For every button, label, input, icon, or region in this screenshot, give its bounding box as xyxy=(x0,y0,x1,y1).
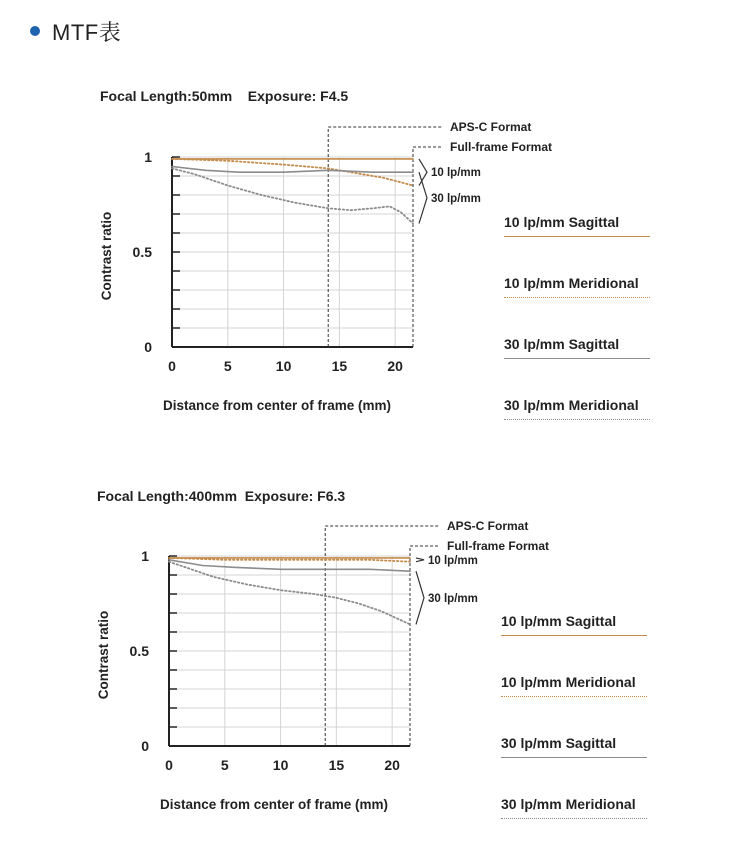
x-tick-label: 15 xyxy=(328,757,345,773)
aps-c-marker-label: APS-C Format xyxy=(450,120,532,134)
bracket-30lp-icon xyxy=(416,571,424,624)
mtf-chart-focal-400mm xyxy=(0,399,750,812)
annotation-30lp: 30 lp/mm xyxy=(431,192,481,205)
y-tick-label: 0 xyxy=(144,339,152,355)
y-axis-label: Contrast ratio xyxy=(99,211,114,301)
y-tick-label: 0.5 xyxy=(129,643,149,659)
legend-item-10lp-sagittal xyxy=(501,613,647,637)
legend-label: 30 lp/mm Sagittal xyxy=(504,336,620,352)
chart-title: Focal Length:50mm Exposure: F4.5 xyxy=(100,88,349,104)
legend-item-10lp-meridional xyxy=(504,275,650,299)
series-line-2 xyxy=(172,167,413,173)
bracket-10lp-icon xyxy=(419,159,427,186)
bracket-10lp-icon xyxy=(416,558,424,562)
legend-label: 30 lp/mm Meridional xyxy=(501,796,636,812)
x-tick-label: 20 xyxy=(384,757,400,773)
y-tick-label: 1 xyxy=(141,548,149,564)
legend-item-30lp-sagittal xyxy=(501,735,647,759)
x-tick-label: 5 xyxy=(223,358,232,374)
legend-item-10lp-meridional xyxy=(501,674,647,698)
x-tick-label: 0 xyxy=(168,358,176,374)
legend-label: 10 lp/mm Meridional xyxy=(501,674,636,690)
legend-item-30lp-meridional xyxy=(501,796,647,820)
x-tick-label: 0 xyxy=(165,757,173,773)
legend-item-10lp-sagittal xyxy=(504,214,650,238)
legend-label: 30 lp/mm Sagittal xyxy=(501,735,617,751)
legend-label: 30 lp/mm Meridional xyxy=(504,397,639,413)
chart-title: Focal Length:400mm Exposure: F6.3 xyxy=(97,488,346,504)
full-frame-marker-line xyxy=(410,546,440,746)
annotation-30lp: 30 lp/mm xyxy=(428,592,478,605)
legend-swatch xyxy=(501,818,647,819)
x-tick-label: 10 xyxy=(275,358,292,374)
y-tick-label: 1 xyxy=(144,149,152,165)
legend-swatch xyxy=(504,297,650,298)
aps-c-marker-label: APS-C Format xyxy=(447,519,529,533)
series-line-3 xyxy=(169,562,410,625)
y-tick-label: 0 xyxy=(141,738,149,754)
x-tick-label: 10 xyxy=(272,757,289,773)
aps-c-marker-line xyxy=(328,127,443,347)
y-axis-label: Contrast ratio xyxy=(96,610,111,700)
mtf-chart-focal-50mm xyxy=(0,0,750,413)
legend-label: 10 lp/mm Sagittal xyxy=(504,214,620,230)
legend-label: 10 lp/mm Meridional xyxy=(504,275,639,291)
x-axis-label: Distance from center of frame (mm) xyxy=(163,398,392,413)
annotation-10lp: 10 lp/mm xyxy=(431,167,481,180)
legend-swatch xyxy=(504,358,650,359)
series-line-2 xyxy=(169,560,410,571)
x-tick-label: 15 xyxy=(331,358,348,374)
section-title: MTF表 xyxy=(52,19,122,45)
x-tick-label: 5 xyxy=(220,757,229,773)
legend-swatch xyxy=(501,757,647,758)
legend-item-30lp-sagittal xyxy=(504,336,650,360)
x-tick-label: 20 xyxy=(387,358,403,374)
legend-swatch xyxy=(501,696,647,697)
full-frame-marker-label: Full-frame Format xyxy=(447,539,550,553)
legend-swatch xyxy=(504,236,650,237)
legend-swatch xyxy=(501,635,647,636)
x-axis-label: Distance from center of frame (mm) xyxy=(160,797,389,812)
y-tick-label: 0.5 xyxy=(132,244,152,260)
annotation-10lp: 10 lp/mm xyxy=(428,554,478,567)
full-frame-marker-label: Full-frame Format xyxy=(450,140,553,154)
legend-label: 10 lp/mm Sagittal xyxy=(501,613,617,629)
